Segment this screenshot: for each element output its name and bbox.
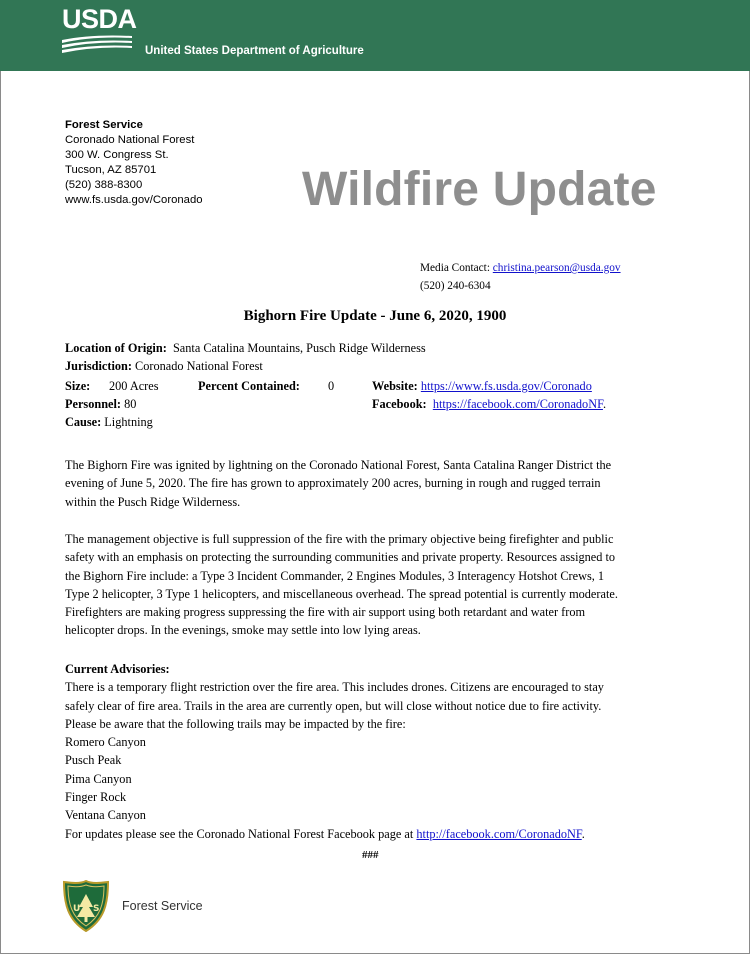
updates-text: For updates please see the Coronado National Forest Facebook page at xyxy=(65,826,417,841)
end-mark: ### xyxy=(362,849,379,861)
usda-logo-text: USDA xyxy=(62,4,137,34)
shield-letter-s: S xyxy=(93,904,100,914)
department-name: United States Department of Agriculture xyxy=(145,45,364,57)
jurisdiction-value: Coronado National Forest xyxy=(135,359,263,373)
cause-label: Cause: xyxy=(65,415,102,429)
forest-service-shield-icon xyxy=(62,880,110,932)
media-contact-phone: (520) 240-6304 xyxy=(420,280,491,292)
update-title: Bighorn Fire Update - June 6, 2020, 1900 xyxy=(243,308,507,324)
agency-name: Forest Service xyxy=(65,119,143,131)
facebook-link[interactable]: https://facebook.com/CoronadoNF xyxy=(432,397,603,411)
paragraph-line: helicopter drops. In the evenings, smoke may settle into low lying areas. xyxy=(65,623,421,638)
fire-summary-paragraph xyxy=(65,456,695,511)
trail-item: Ventana Canyon xyxy=(65,808,146,823)
paragraph-line: the Bighorn Fire include: a Type 3 Incident Commander, 2 Engines Modules, 3 Interagency Hotshot Crews, 1 xyxy=(65,568,605,583)
paragraph-line: within the Pusch Ridge Wilderness. xyxy=(65,494,241,509)
trail-item: Romero Canyon xyxy=(65,735,146,750)
agency-address-block xyxy=(65,118,203,208)
agency-website: www.fs.usda.gov/Coronado xyxy=(65,194,203,206)
trail-item: Pusch Peak xyxy=(65,753,122,768)
advisories-heading: Current Advisories: xyxy=(65,662,170,676)
usda-swoosh-icon xyxy=(62,32,134,56)
city-address: Tucson, AZ 85701 xyxy=(65,164,157,176)
agency-phone: (520) 388-8300 xyxy=(65,179,143,191)
origin-value: Santa Catalina Mountains, Pusch Ridge Wilderness xyxy=(172,341,426,355)
advisory-line: safely clear of fire area. Trails in the area are currently open, but will close without notice due to fire activity. xyxy=(65,698,602,713)
trail-item: Finger Rock xyxy=(65,790,127,805)
media-contact-email-link[interactable]: christina.pearson@usda.gov xyxy=(492,262,621,274)
wildfire-update-headline: Wildfire Update xyxy=(302,163,657,216)
personnel-value: 80 xyxy=(124,397,137,411)
current-advisories xyxy=(65,660,705,843)
size-value: 200 Acres xyxy=(109,379,159,393)
paragraph-line: Type 2 helicopter, 3 Type 1 helicopters, and miscellaneous overhead. The spread potential is currently moderate. xyxy=(65,586,618,601)
personnel-label: Personnel: xyxy=(65,397,122,411)
website-label: Website: xyxy=(372,379,418,393)
paragraph-line: The management objective is full suppression of the fire with the primary objective being firefighter and public xyxy=(65,532,614,546)
paragraph-line: The Bighorn Fire was ignited by lightning on the Coronado National Forest, Santa Catalina Ranger District the xyxy=(65,458,612,472)
percent-contained-label: Percent Contained: xyxy=(198,379,300,393)
facebook-suffix: . xyxy=(602,397,607,411)
jurisdiction-label: Jurisdiction: xyxy=(65,359,132,373)
advisory-line: There is a temporary flight restriction over the fire area. This includes drones. Citizens are encouraged to stay xyxy=(65,680,604,695)
facebook-updates-link[interactable]: http://facebook.com/CoronadoNF xyxy=(416,826,582,841)
management-paragraph xyxy=(65,530,695,640)
forest-name: Coronado National Forest xyxy=(65,134,195,146)
website-link[interactable]: https://www.fs.usda.gov/Coronado xyxy=(420,379,592,393)
size-label: Size: xyxy=(65,379,91,393)
media-contact-label: Media Contact: xyxy=(420,262,490,274)
media-contact-block xyxy=(420,259,621,295)
percent-contained-value: 0 xyxy=(328,379,335,393)
advisory-line: Please be aware that the following trails may be impacted by the fire: xyxy=(65,716,406,731)
trail-item: Pima Canyon xyxy=(65,771,132,786)
updates-suffix: . xyxy=(581,826,585,841)
street-address: 300 W. Congress St. xyxy=(65,149,169,161)
usda-header-banner xyxy=(0,0,750,71)
origin-label: Location of Origin: xyxy=(65,341,167,355)
shield-letter-u: U xyxy=(73,904,81,914)
facebook-label: Facebook: xyxy=(372,397,427,411)
paragraph-line: evening of June 5, 2020. The fire has grown to approximately 200 acres, burning in rough and rugged terrain xyxy=(65,476,601,491)
footer-forest-service-label: Forest Service xyxy=(122,899,203,913)
paragraph-line: safety with an emphasis on protecting the surrounding communities and private property. Resources assigned to xyxy=(65,550,616,565)
paragraph-line: Firefighters are making progress suppressing the fire with air support using both retardant and water from xyxy=(65,605,586,620)
cause-value: Lightning xyxy=(104,415,153,429)
